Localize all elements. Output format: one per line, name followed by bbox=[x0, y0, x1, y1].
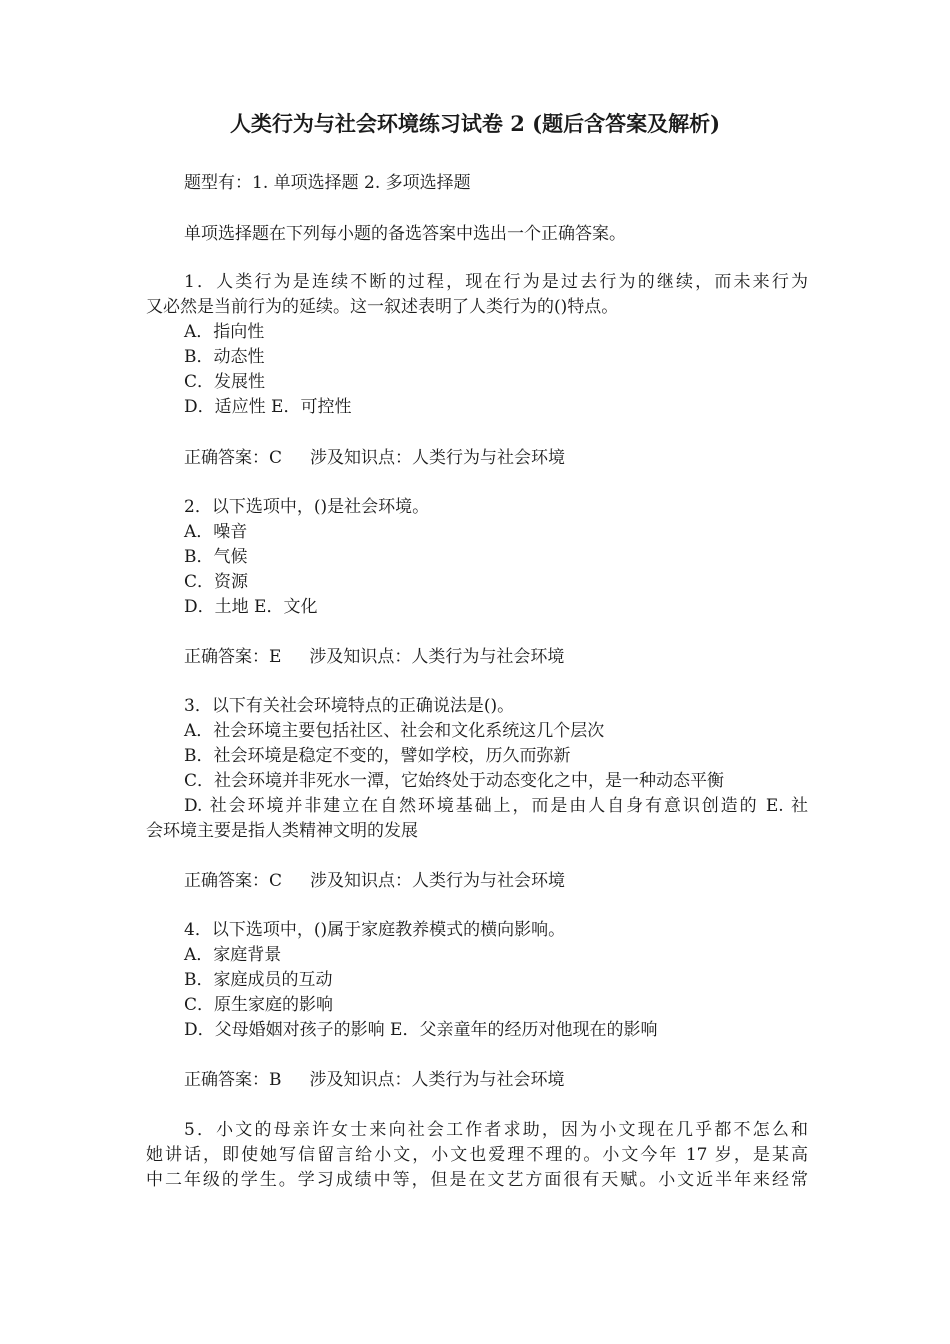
question-2-option-c: C．资源 bbox=[184, 572, 249, 592]
question-3-option-c: C．社会环境并非死水一潭，它始终处于动态变化之中，是一种动态平衡 bbox=[184, 771, 725, 791]
question-2-stem: 2．以下选项中，()是社会环境。 bbox=[184, 497, 430, 517]
question-1-option-c: C．发展性 bbox=[184, 372, 266, 392]
knowledge-label: 涉及知识点： bbox=[310, 871, 413, 891]
question-5-stem-line-1: 5．小文的母亲许女士来向社会工作者求助，因为小文现在几乎都不怎么和 bbox=[184, 1120, 808, 1140]
question-1-stem-line-1: 1．人类行为是连续不断的过程，现在行为是过去行为的继续，而未来行为 bbox=[184, 272, 808, 292]
question-1-stem-line-2: 又必然是当前行为的延续。这一叙述表明了人类行为的()特点。 bbox=[146, 297, 619, 317]
question-2-option-b: B．气候 bbox=[184, 547, 248, 567]
question-4-option-b: B．家庭成员的互动 bbox=[184, 970, 333, 990]
answer-value: C bbox=[269, 871, 283, 891]
question-3-option-e-line-2: 会环境主要是指人类精神文明的发展 bbox=[146, 821, 418, 841]
knowledge-value: 人类行为与社会环境 bbox=[411, 647, 565, 667]
question-3-option-d-line-1: D. 社会环境并非建立在自然环境基础上，而是由人自身有意识创造的 E. 社 bbox=[184, 796, 808, 816]
question-2-option-a: A．噪音 bbox=[184, 522, 248, 542]
knowledge-value: 人类行为与社会环境 bbox=[411, 1070, 565, 1090]
question-1-option-b: B．动态性 bbox=[184, 347, 265, 367]
question-4-answer-line bbox=[184, 1068, 808, 1092]
knowledge-label: 涉及知识点： bbox=[309, 1070, 412, 1090]
answer-value: C bbox=[269, 448, 283, 468]
question-5-stem-line-3: 中二年级的学生。学习成绩中等，但是在文艺方面很有天赋。小文近半年来经常 bbox=[146, 1170, 808, 1190]
question-5-stem-line-2: 她讲话，即使她写信留言给小文，小文也爱理不理的。小文今年 17 岁，是某高 bbox=[146, 1145, 808, 1165]
question-4-stem: 4．以下选项中，()属于家庭教养模式的横向影响。 bbox=[184, 920, 566, 940]
answer-label: 正确答案： bbox=[184, 647, 269, 667]
knowledge-value: 人类行为与社会环境 bbox=[412, 448, 566, 468]
question-types: 题型有：1. 单项选择题 2. 多项选择题 bbox=[184, 173, 471, 193]
question-3-stem: 3．以下有关社会环境特点的正确说法是()。 bbox=[184, 696, 515, 716]
answer-label: 正确答案： bbox=[184, 448, 269, 468]
question-4-option-d-e: D．父母婚姻对孩子的影响 E．父亲童年的经历对他现在的影响 bbox=[184, 1020, 658, 1040]
section-intro: 单项选择题在下列每小题的备选答案中选出一个正确答案。 bbox=[184, 224, 626, 244]
question-3-answer-line bbox=[184, 869, 808, 893]
question-2-option-d-e: D．土地 E．文化 bbox=[184, 597, 318, 617]
question-2-answer-line bbox=[184, 645, 808, 669]
question-1-option-a: A．指向性 bbox=[184, 322, 265, 342]
question-1-answer-line bbox=[184, 446, 808, 470]
question-3-option-b: B．社会环境是稳定不变的，譬如学校，历久而弥新 bbox=[184, 746, 571, 766]
answer-value: E bbox=[269, 647, 282, 667]
answer-label: 正确答案： bbox=[184, 1070, 269, 1090]
knowledge-label: 涉及知识点： bbox=[309, 647, 412, 667]
answer-value: B bbox=[269, 1070, 282, 1090]
question-3-option-a: A．社会环境主要包括社区、社会和文化系统这几个层次 bbox=[184, 721, 605, 741]
answer-label: 正确答案： bbox=[184, 871, 269, 891]
question-4-option-a: A．家庭背景 bbox=[184, 945, 282, 965]
knowledge-value: 人类行为与社会环境 bbox=[412, 871, 566, 891]
question-1-option-d-e: D．适应性 E．可控性 bbox=[184, 397, 352, 417]
question-4-option-c: C．原生家庭的影响 bbox=[184, 995, 334, 1015]
document-title: 人类行为与社会环境练习试卷 2 (题后含答案及解析) bbox=[229, 111, 721, 136]
knowledge-label: 涉及知识点： bbox=[310, 448, 413, 468]
